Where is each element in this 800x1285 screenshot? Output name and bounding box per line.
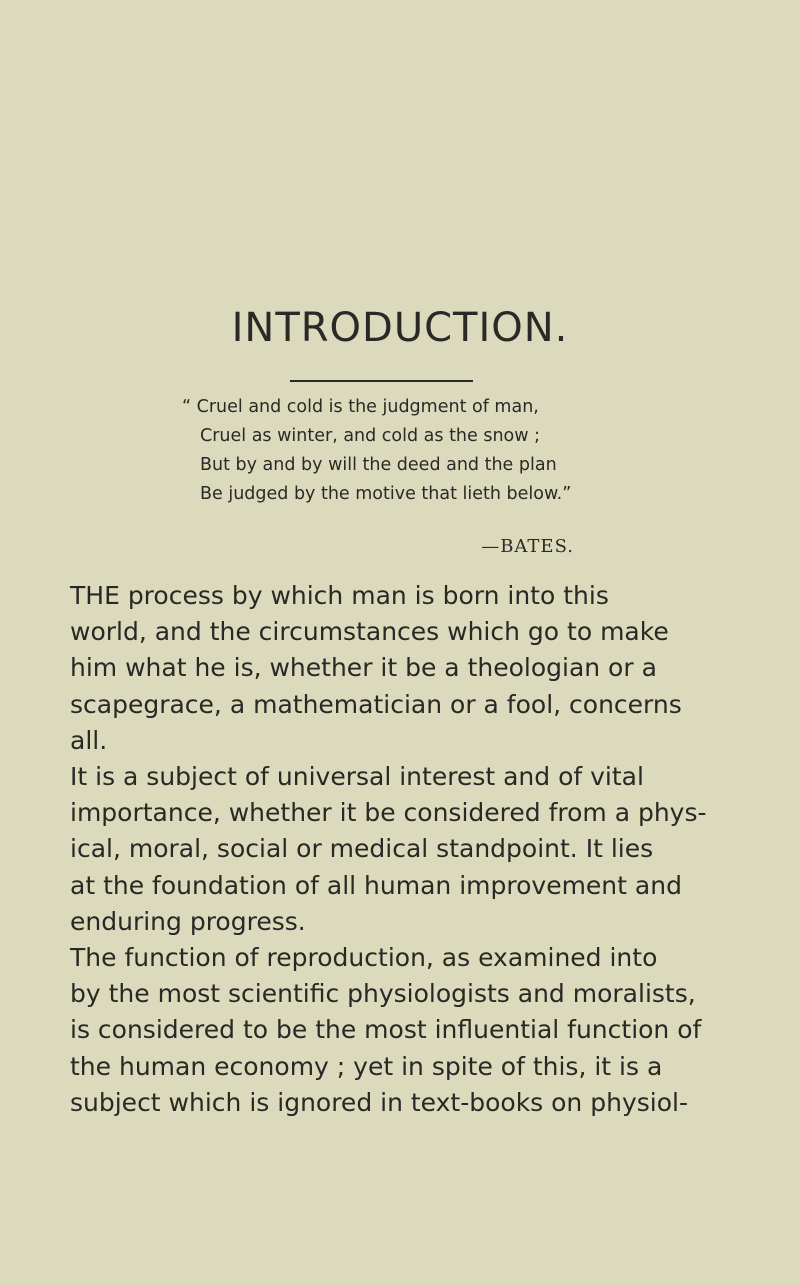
epigraph-line: Cruel as winter, and cold as the snow ; (200, 426, 541, 446)
title-rule (290, 380, 473, 382)
body-line: by the most scientific physiologists and moralists, (70, 979, 696, 1009)
body-line: It is a subject of universal interest and of vital (70, 762, 644, 792)
body-line: enduring progress. (70, 906, 306, 936)
body-line: the human economy ; yet in spite of this, it is a (70, 1051, 663, 1081)
epigraph-attribution: —BATES. (481, 536, 574, 557)
body-line: at the foundation of all human improvement and (70, 870, 682, 900)
body-line: him what he is, whether it be a theologian or a (70, 653, 657, 683)
epigraph-line: “ Cruel and cold is the judgment of man, (182, 397, 539, 417)
epigraph-line: Be judged by the motive that lieth below.” (200, 484, 572, 504)
body-line: all. (70, 725, 108, 755)
body-line: world, and the circumstances which go to make (70, 617, 669, 647)
epigraph (182, 393, 640, 509)
body-line: THE process by which man is born into this (70, 581, 609, 610)
body-line: The function of reproduction, as examined into (70, 943, 658, 973)
body-line: is considered to be the most influential function of (70, 1015, 702, 1045)
chapter-title: INTRODUCTION. (231, 305, 569, 351)
body-text (70, 578, 730, 1121)
body-line: ical, moral, social or medical standpoint. It lies (70, 834, 654, 864)
epigraph-line: But by and by will the deed and the plan (200, 455, 557, 475)
body-line: subject which is ignored in text-books on physiol- (70, 1087, 688, 1117)
body-line: importance, whether it be considered from a phys- (70, 798, 707, 828)
body-line: scapegrace, a mathematician or a fool, concerns (70, 689, 682, 719)
